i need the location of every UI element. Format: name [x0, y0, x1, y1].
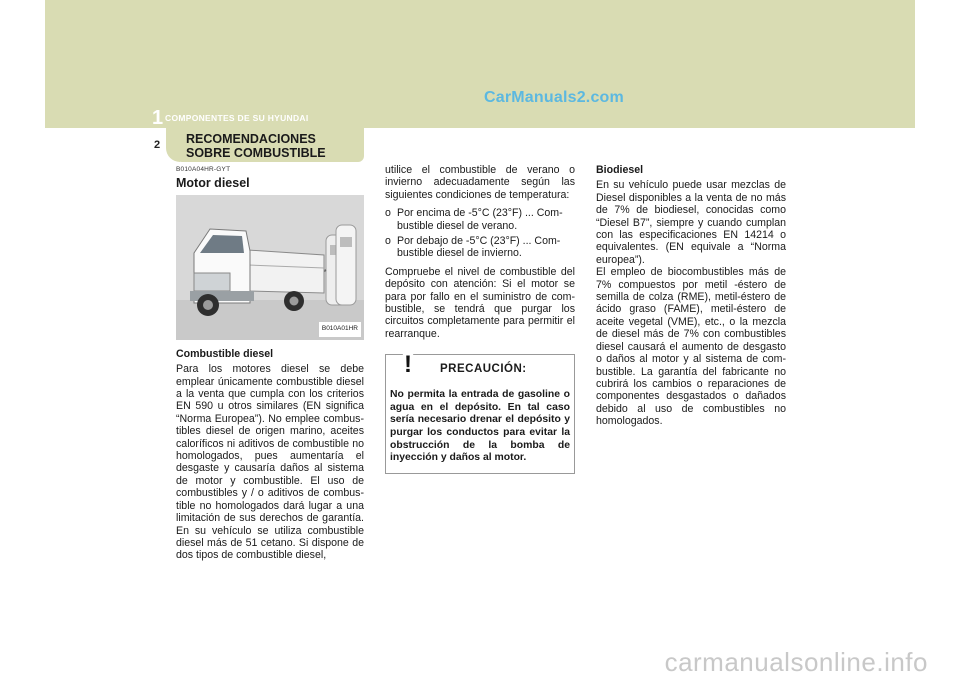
figure-code: B010A01HR [319, 322, 361, 336]
warning-icon [392, 345, 424, 377]
subheading-combustible-diesel: Combustible diesel [176, 347, 274, 360]
section-title: RECOMENDACIONES SOBRE COMBUSTIBLE [186, 132, 326, 160]
page-number: 2 [154, 139, 161, 151]
list-item [385, 235, 575, 260]
caution-title: PRECAUCIÓN: [440, 363, 527, 376]
paragraph-diesel: Para los motores diesel se debe emplear únicamente combustible diesel a la venta que cumpla con los criterios EN 590 u otros similares (EN significa “Norma Europea”). No emplee combus-tibles diesel de origen marino, aceites caloríficos ni aditivos de combustible no homologados, pues aumentaría el desgaste y causaría daños al sistema de motor y combustible. El uso de combustibles y / o aditivos de combus-tible no homologados dará lugar a una limitación de sus derechos de garantía. En su vehículo se utiliza combustible diesel más de 51 cetano. Si dispone de dos tipos de combustible diesel, [176, 363, 364, 562]
chapter-title: COMPONENTES DE SU HYUNDAI [165, 113, 309, 123]
chapter-number: 1 [152, 107, 164, 129]
bottom-watermark[interactable]: carmanualsonline.info [664, 647, 928, 677]
list-item-text: Por encima de -5°C (23°F) ... Com-bustible diesel de verano. [397, 207, 563, 232]
heading-motor-diesel: Motor diesel [176, 176, 250, 191]
column-1 [176, 164, 364, 568]
paragraph-biodiesel-2: El empleo de biocombustibles más de 7% compuestos por metil -éstero de semilla de colza (RME), metil-éstero de ácido graso (FAME), metil-éstero de aceite vegetal (VME), etc., o la mezcla de diesel más de 7% con combustibles diesel causará el aumento de desgasto o daños al motor y al sistema de com-bustible. La garantía del fabricante no cubrirá los cambios o reparaciones de componentes desgastados o dañados debido al uso de combustibles no homologados. [596, 266, 786, 428]
svg-text:!: ! [404, 351, 412, 378]
header-band [45, 0, 915, 128]
paragraph-fuel-level: Compruebe el nivel de combustible del depósito con atención: Si el motor se para por fallo en el suministro de com-bustible, se tendrá que purgar los circuitos completamente para permitir el rearranque. [385, 265, 575, 340]
list-item-text: Por debajo de -5°C (23°F) ... Com-bustible diesel de invierno. [397, 235, 561, 260]
temperature-list [385, 207, 575, 260]
caution-box [385, 351, 575, 474]
section-code: B010A04HR-GYT [176, 166, 231, 173]
caution-text: No permita la entrada de gasoline o agua en el depósito. En tal caso sería necesario drenar el depósito y purgar los conductos para evitar la obstrucción de la bomba de inyección y daños al motor. [390, 389, 570, 464]
bullet-mark: o [385, 207, 391, 220]
paragraph-biodiesel-1: En su vehículo puede usar mezclas de Diesel disponibles a la venta de no más de 7% de biodiesel, conocidas como “Diesel B7”, siempre y cuando cumplan con las especificaciones EN 14214 o equivalentes. (EN equivale a “Norma europea”). [596, 179, 786, 266]
truck-fuel-pump-illustration [176, 195, 364, 340]
paragraph-intro: utilice el combustible de verano o invierno adecuadamente según las siguientes condiciones de temperatura: [385, 164, 575, 201]
section-tab [176, 128, 364, 162]
bullet-mark: o [385, 235, 391, 248]
list-item [385, 207, 575, 232]
site-watermark[interactable]: CarManuals2.com [484, 89, 624, 106]
column-3 [596, 164, 786, 434]
truck-illustration [176, 195, 364, 340]
column-2 [385, 164, 575, 474]
subheading-biodiesel: Biodiesel [596, 164, 644, 176]
